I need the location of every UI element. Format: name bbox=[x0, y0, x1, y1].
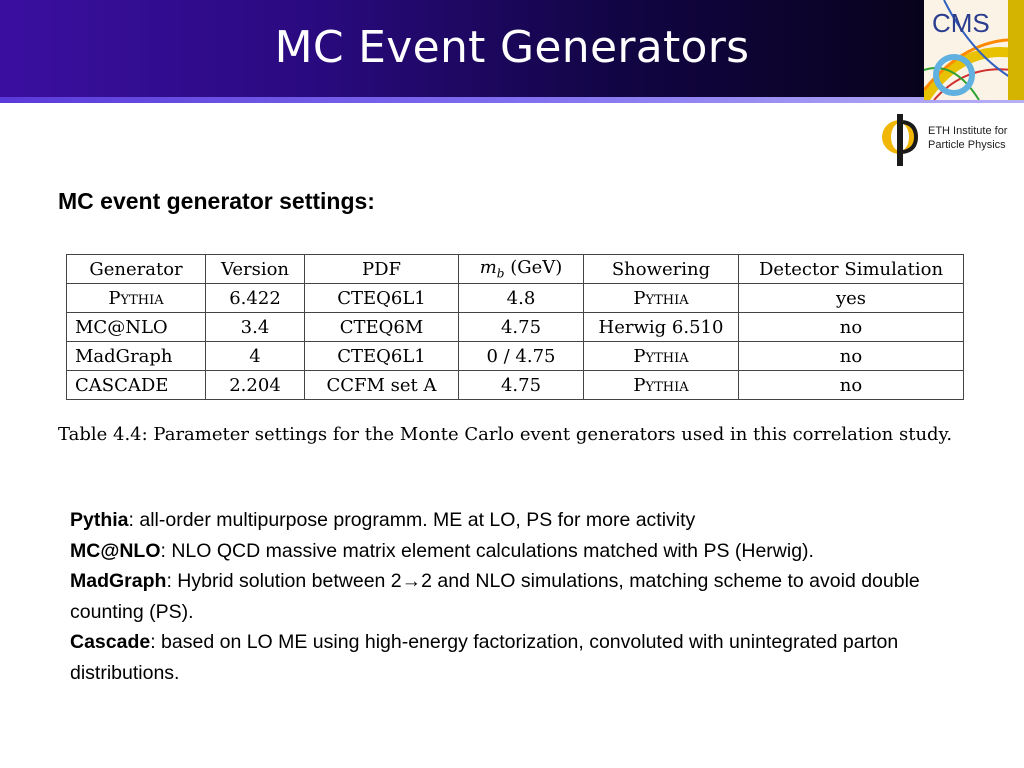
header-mb-symbol: m bbox=[479, 257, 497, 279]
table-cell: Pythia bbox=[584, 371, 739, 400]
table-cell: yes bbox=[739, 284, 964, 313]
table-cell: 0 / 4.75 bbox=[459, 342, 584, 371]
note-text: : all-order multipurpose programm. ME at LO, PS for more activity bbox=[128, 509, 696, 531]
cms-logo-text: CMS bbox=[932, 8, 990, 38]
table-cell: Pythia bbox=[584, 284, 739, 313]
cms-logo bbox=[924, 0, 1024, 100]
note-text: 2 and NLO simulations, matching scheme to avoid double counting (PS). bbox=[70, 570, 920, 623]
note-pythia bbox=[70, 505, 970, 536]
generator-notes bbox=[70, 505, 970, 688]
section-heading: MC event generator settings: bbox=[58, 188, 375, 214]
table-cell: MadGraph bbox=[67, 342, 206, 371]
table-row bbox=[67, 284, 964, 313]
note-term: Cascade bbox=[70, 631, 151, 653]
table-cell: Pythia bbox=[584, 342, 739, 371]
table-cell: 4.8 bbox=[459, 284, 584, 313]
table-row bbox=[67, 313, 964, 342]
generator-settings-table bbox=[66, 254, 964, 400]
table-cell: Pythia bbox=[67, 284, 206, 313]
table-cell: MC@NLO bbox=[67, 313, 206, 342]
table-cell: no bbox=[739, 342, 964, 371]
header-mb-subscript: b bbox=[496, 266, 505, 281]
table-cell: 6.422 bbox=[206, 284, 305, 313]
note-text: : based on LO ME using high-energy factorization, convoluted with unintegrated parton distributions. bbox=[70, 631, 899, 684]
note-text: : Hybrid solution between 2 bbox=[166, 570, 402, 592]
table-header-row bbox=[67, 255, 964, 284]
note-term: Pythia bbox=[70, 509, 129, 531]
header-generator: Generator bbox=[67, 255, 206, 284]
table-row bbox=[67, 371, 964, 400]
eth-ipp-logo bbox=[876, 112, 1024, 168]
table-cell: no bbox=[739, 313, 964, 342]
table-cell: 2.204 bbox=[206, 371, 305, 400]
header-detector-simulation: Detector Simulation bbox=[739, 255, 964, 284]
header-mb bbox=[459, 255, 584, 284]
eth-logo-text: ETH Institute for Particle Physics bbox=[928, 125, 1008, 151]
table-row bbox=[67, 342, 964, 371]
table-cell: CCFM set A bbox=[305, 371, 459, 400]
header-version: Version bbox=[206, 255, 305, 284]
table-cell: CTEQ6M bbox=[305, 313, 459, 342]
header-pdf: PDF bbox=[305, 255, 459, 284]
eth-ipp-mark-icon bbox=[876, 112, 924, 168]
note-madgraph bbox=[70, 566, 970, 627]
title-bar bbox=[0, 0, 1024, 100]
table-cell: 4.75 bbox=[459, 371, 584, 400]
note-term: MC@NLO bbox=[70, 539, 161, 562]
table-cell: CTEQ6L1 bbox=[305, 342, 459, 371]
right-arrow-icon: → bbox=[401, 570, 422, 592]
table-cell: 3.4 bbox=[206, 313, 305, 342]
note-mcatnlo bbox=[70, 536, 970, 567]
table-cell: 4 bbox=[206, 342, 305, 371]
note-text: : NLO QCD massive matrix element calculations matched with PS (Herwig). bbox=[160, 539, 814, 562]
header-showering: Showering bbox=[584, 255, 739, 284]
title-underline bbox=[0, 97, 1024, 103]
table-cell: 4.75 bbox=[459, 313, 584, 342]
table-caption: Table 4.4: Parameter settings for the Monte Carlo event generators used in this correlation study. bbox=[58, 424, 953, 445]
slide-title: MC Event Generators bbox=[274, 22, 750, 73]
header-mb-unit: (GeV) bbox=[504, 257, 563, 279]
note-term: MadGraph bbox=[70, 570, 167, 592]
table-cell: CTEQ6L1 bbox=[305, 284, 459, 313]
table-cell: no bbox=[739, 371, 964, 400]
note-cascade bbox=[70, 627, 970, 688]
table-cell: Herwig 6.510 bbox=[584, 313, 739, 342]
table-cell: CASCADE bbox=[67, 371, 206, 400]
